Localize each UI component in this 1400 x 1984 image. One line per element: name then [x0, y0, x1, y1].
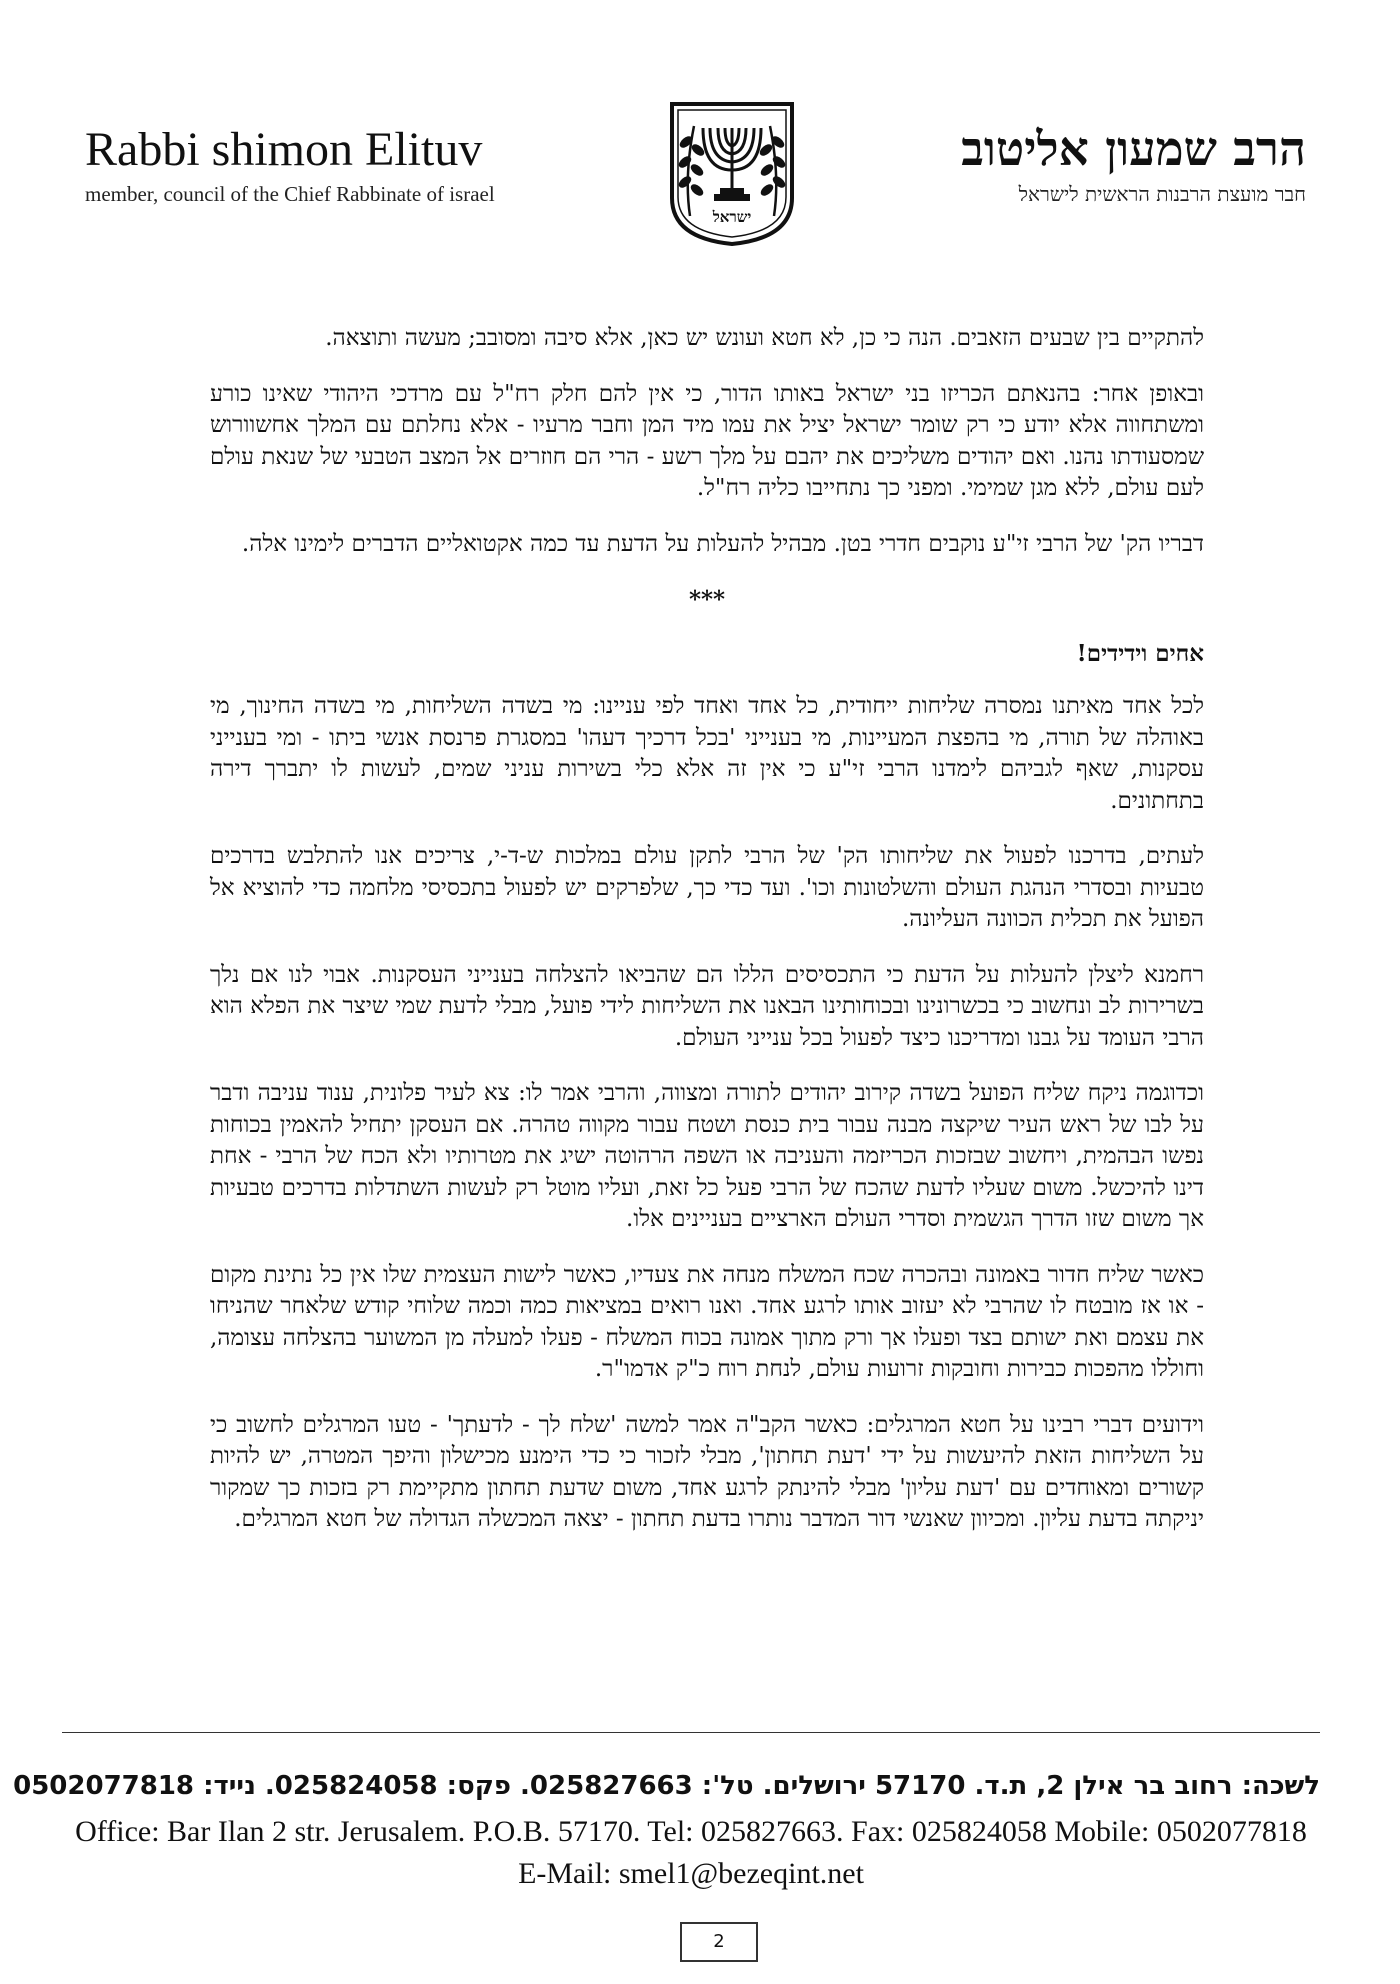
paragraph: וידועים דברי רבינו על חטא המרגלים: כאשר הקב"ה אמר למשה 'שלח לך - לדעתך' - טעו המרגלים לחשוב כי על השליחות הזאת להיעשות על ידי 'דעת תחתון', מבלי לזכור כי כדי הימנע מכישלון והיפך המטרה, יש להיות קשורים ומאוחדים עם 'דעת עליון' מבלי להינתק לרגע אחד, משום שדעת תחתון מתקיימת רק בזכות כך שמקור יניקתה בדעת עליון. ומכיוון שאנשי דור המדבר נותרו בדעת תחתון - יצאה המכשלה הגדולה של חטא המרגלים. [210, 1411, 1204, 1532]
paragraph: וכדוגמה ניקח שליח הפועל בשדה קירוב יהודים לתורה ומצווה, והרבי אמר לו: צא לעיר פלונית, ענוד עניבה ודבר על לבו של ראש העיר שיקצה מבנה עבור בית כנסת ושטח עבור מקווה טהרה. אם העסקן יתחיל להאמין בכוחות נפשו הבהמית, ויחשוב שבזכות הכריזמה והעניבה או השפה הרהוטה ישיג את מטרותיו ולא הכח של הרבי - אחת דינו להיכשל. משום שעליו לדעת שהכח של הרבי פעל כל זאת, ועליו מוטל רק לעשות השתדלות בדרכים טבעיות אך משום שזו הדרך הגשמית וסדרי העולם הארציים בעניינים אלו. [210, 1080, 1204, 1232]
english-subtitle: member, council of the Chief Rabbinate of israel [85, 182, 495, 206]
greeting: אחים וידידים! [1076, 639, 1204, 667]
letterhead-english [85, 122, 605, 208]
paragraph: לכל אחד מאיתנו נמסרה שליחות ייחודית, כל אחד ואחד לפי עניינו: מי בשדה השליחות, מי בשדה החינוך, מי באוהלה של תורה, מי בהפצת המעיינות, מי בענייני 'בכל דרכיך דעהו' במסגרת פרנסת אנשי ביתו - ומי בענייני עסקנות, שאף לגביהם לימדנו הרבי זי"ע כי אין זה אלא כלי בשירות עניני שמים, לעשות לו יתברך דירה בתחתונים. [210, 693, 1204, 814]
hebrew-subtitle: חבר מועצת הרבנות הראשית לישראל [1018, 182, 1306, 206]
page-number: 2 [680, 1922, 758, 1962]
footer-english-address: Office: Bar Ilan 2 str. Jerusalem. P.O.B. 57170. Tel: 025827663. Fax: 025824058 Mobile: 0502077818 [75, 1815, 1307, 1848]
section-separator: *** [688, 586, 726, 613]
footer-divider [62, 1732, 1320, 1733]
footer-hebrew-address: לשכה: רחוב בר אילן 2, ת.ד. 57170 ירושלים. טל': 025827663. פקס: 025824058. נייד: 0502077818 [13, 1771, 1320, 1801]
paragraph: דבריו הק' של הרבי זי"ע נוקבים חדרי בטן. מבהיל להעלות על הדעת עד כמה אקטואליים הדברים לימינו אלה. [241, 530, 1204, 557]
paragraph: לעתים, בדרכנו לפעול את שליחותו הק' של הרבי לתקן עולם במלכות ש-ד-י, צריכים אנו להתלבש בדרכים טבעיות ובסדרי הנהגת העולם והשלטונות וכו'. ועד כדי כך, שלפרקים יש לפעול בתכסיסי מלחמה כדי להוציא אל הפועל את תכלית הכוונה העליונה. [210, 843, 1204, 932]
hebrew-name: הרב שמעון אליטוב [961, 122, 1306, 177]
footer-email: E-Mail: smel1@bezeqint.net [518, 1857, 864, 1890]
paragraph: כאשר שליח חדור באמונה ובהכרה שכח המשלח מנחה את צעדיו, כאשר לישות העצמית שלו אין כל נתינת מקום - או אז מובטח לו שהרבי לא יעזוב אותו לרגע אחד. ואנו רואים במציאות כמה וכמה שלוחי קודש שלאחר שהניחו את עצמם ואת ישותם בצד ופעלו אך ורק מתוך אמונה בכוח המשלח - פעלו למעלה מן המשוער בהצלחה עצומה, וחוללו מהפכות כבירות וחובקות זרועות עולם, לנחת רוח כ"ק אדמו"ר. [210, 1261, 1204, 1382]
letter-body [210, 323, 1204, 1560]
emblem-label: ישראל [712, 208, 752, 226]
state-emblem-icon [666, 98, 798, 248]
paragraph: להתקיים בין שבעים הזאבים. הנה כי כן, לא חטא ועונש יש כאן, אלא סיבה ומסובב; מעשה ותוצאה. [325, 325, 1204, 351]
letterhead-hebrew [846, 122, 1306, 208]
paragraph: רחמנא ליצלן להעלות על הדעת כי התכסיסים הללו הם שהביאו להצלחה בענייני העסקנות. אבוי לנו אם נלך בשרירות לב ונחשוב כי בכשרונינו ובכוחותינו הבאנו את השליחות לידי פועל, מבלי לדעת שמי שיצר את הפלא הוא הרבי העומד על גבנו ומדריכנו כיצד לפעול בכל ענייני העולם. [210, 961, 1204, 1051]
english-name: Rabbi shimon Elituv [85, 123, 483, 176]
paragraph: ובאופן אחר: בהנאתם הכריזו בני ישראל באותו הדור, כי אין להם חלק רח"ל עם מרדכי היהודי שאינו כורע ומשתחווה אלא יודע כי רק שומר ישראל יציל את עמו מיד המן וחבר מרעיו - אלא נחלתם עם המלך אחשוורוש שמסעודתו נהנו. ואם יהודים משליכים את יהבם על מלך רשע - הרי הם חוזרים אל המצב הטבעי של שנאת עולם לעם עולם, ללא מגן שמימי. ומפני כך נתחייבו כליה רח"ל. [210, 380, 1204, 501]
